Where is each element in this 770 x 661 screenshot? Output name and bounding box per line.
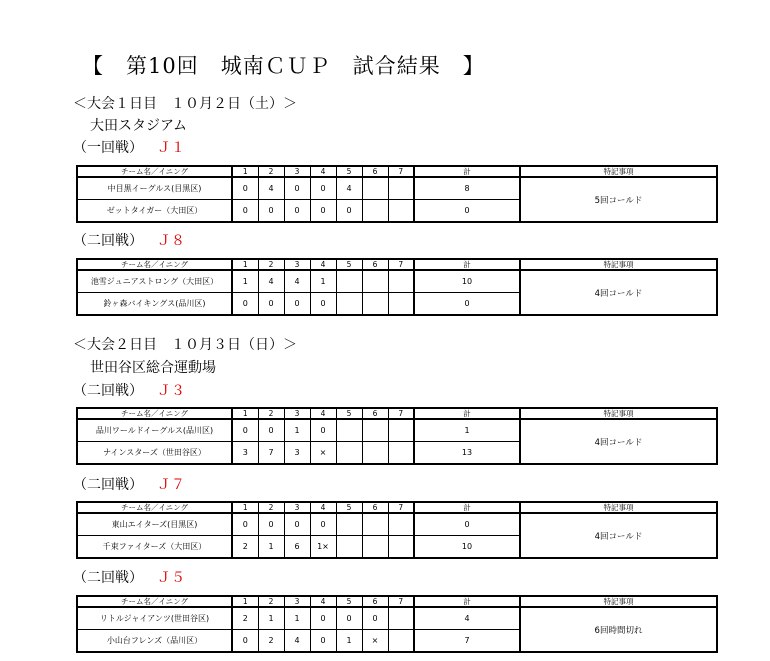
day-1-venue: 大田スタジアム <box>90 118 188 134</box>
inning-score: 4 <box>336 177 362 200</box>
table-row <box>77 513 717 536</box>
header-inning: 1 <box>232 596 258 607</box>
inning-score: 6 <box>284 536 310 559</box>
inning-score <box>336 270 362 293</box>
inning-score: 4 <box>258 177 284 200</box>
inning-score: 2 <box>232 607 258 630</box>
inning-score <box>362 200 388 223</box>
inning-score: 0 <box>284 293 310 316</box>
header-note: 特記事項 <box>520 408 717 419</box>
inning-score: 0 <box>310 293 336 316</box>
inning-score <box>388 630 414 653</box>
day-1-title: ＜大会１日目 １０月２日（土）＞ <box>73 96 297 112</box>
inning-score: 0 <box>232 177 258 200</box>
header-team: チーム名／イニング <box>77 502 232 513</box>
inning-score: 0 <box>232 419 258 442</box>
header-total: 計 <box>414 408 520 419</box>
inning-score <box>336 513 362 536</box>
round-name: （一回戦） <box>73 140 143 156</box>
inning-score: 4 <box>284 630 310 653</box>
inning-score <box>336 442 362 465</box>
score-table <box>76 407 718 465</box>
header-note: 特記事項 <box>520 502 717 513</box>
header-inning: 2 <box>258 408 284 419</box>
team-name: ゼットタイガー（大田区） <box>77 200 232 223</box>
team-name: 千束ファイターズ（大田区） <box>77 536 232 559</box>
header-inning: 4 <box>310 166 336 177</box>
inning-score: 7 <box>258 442 284 465</box>
header-inning: 1 <box>232 502 258 513</box>
header-inning: 3 <box>284 259 310 270</box>
round-label <box>73 380 185 400</box>
inning-score: 3 <box>284 442 310 465</box>
game-note: 4回コールド <box>520 419 717 464</box>
table-row <box>77 607 717 630</box>
inning-score <box>362 536 388 559</box>
header-inning: 6 <box>362 408 388 419</box>
game-note: 4回コールド <box>520 270 717 315</box>
inning-score: 0 <box>362 607 388 630</box>
game-code: Ｊ８ <box>157 233 185 249</box>
header-inning: 6 <box>362 166 388 177</box>
inning-score: 0 <box>232 293 258 316</box>
inning-score <box>388 536 414 559</box>
header-inning: 2 <box>258 502 284 513</box>
header-inning: 3 <box>284 596 310 607</box>
game-note: 5回コールド <box>520 177 717 222</box>
header-total: 計 <box>414 259 520 270</box>
day-2-venue: 世田谷区総合運動場 <box>90 360 216 376</box>
team-name: ナインスターズ（世田谷区） <box>77 442 232 465</box>
header-inning: 3 <box>284 166 310 177</box>
inning-score: 0 <box>336 200 362 223</box>
header-inning: 5 <box>336 408 362 419</box>
inning-score: × <box>310 442 336 465</box>
inning-score: 0 <box>310 607 336 630</box>
inning-score: 2 <box>232 536 258 559</box>
table-row <box>77 270 717 293</box>
total-score: 13 <box>414 442 520 465</box>
inning-score <box>336 536 362 559</box>
inning-score: 1 <box>310 270 336 293</box>
team-name: リトルジャイアンツ(世田谷区) <box>77 607 232 630</box>
header-inning: 3 <box>284 502 310 513</box>
total-score: 0 <box>414 513 520 536</box>
inning-score: × <box>362 630 388 653</box>
inning-score <box>388 607 414 630</box>
header-team: チーム名／イニング <box>77 259 232 270</box>
total-score: 10 <box>414 536 520 559</box>
inning-score: 0 <box>258 200 284 223</box>
inning-score: 0 <box>258 293 284 316</box>
inning-score: 0 <box>310 419 336 442</box>
inning-score: 2 <box>258 630 284 653</box>
round-name: （二回戦） <box>73 477 143 493</box>
header-inning: 2 <box>258 596 284 607</box>
inning-score <box>362 442 388 465</box>
header-inning: 3 <box>284 408 310 419</box>
header-inning: 6 <box>362 502 388 513</box>
header-total: 計 <box>414 596 520 607</box>
total-score: 1 <box>414 419 520 442</box>
header-inning: 1 <box>232 408 258 419</box>
inning-score: 1 <box>284 607 310 630</box>
header-inning: 2 <box>258 166 284 177</box>
round-name: （二回戦） <box>73 233 143 249</box>
inning-score: 0 <box>310 200 336 223</box>
inning-score: 1 <box>284 419 310 442</box>
header-inning: 7 <box>388 596 414 607</box>
inning-score: 1× <box>310 536 336 559</box>
inning-score: 0 <box>284 200 310 223</box>
inning-score <box>388 200 414 223</box>
total-score: 10 <box>414 270 520 293</box>
header-total: 計 <box>414 166 520 177</box>
game-code: Ｊ３ <box>157 383 185 399</box>
total-score: 0 <box>414 200 520 223</box>
team-name: 中目黒イーグルス(目黒区) <box>77 177 232 200</box>
inning-score: 3 <box>232 442 258 465</box>
header-note: 特記事項 <box>520 166 717 177</box>
inning-score <box>362 513 388 536</box>
header-team: チーム名／イニング <box>77 166 232 177</box>
inning-score <box>336 293 362 316</box>
total-score: 4 <box>414 607 520 630</box>
inning-score: 0 <box>284 513 310 536</box>
round-label <box>73 567 185 587</box>
inning-score <box>362 293 388 316</box>
inning-score: 0 <box>284 177 310 200</box>
header-inning: 4 <box>310 596 336 607</box>
inning-score <box>388 270 414 293</box>
score-table <box>76 501 718 559</box>
team-name: 鈴ヶ森バイキングス(品川区) <box>77 293 232 316</box>
day-2-title: ＜大会２日目 １０月３日（日）＞ <box>73 337 297 353</box>
inning-score: 0 <box>336 607 362 630</box>
inning-score: 1 <box>232 270 258 293</box>
table-row <box>77 419 717 442</box>
game-note: 4回コールド <box>520 513 717 558</box>
inning-score: 4 <box>258 270 284 293</box>
game-code: Ｊ７ <box>157 477 185 493</box>
header-inning: 5 <box>336 166 362 177</box>
inning-score: 1 <box>258 607 284 630</box>
header-inning: 4 <box>310 259 336 270</box>
inning-score: 0 <box>310 513 336 536</box>
team-name: 池雪ジュニアストロング（大田区） <box>77 270 232 293</box>
header-total: 計 <box>414 502 520 513</box>
total-score: 0 <box>414 293 520 316</box>
team-name: 東山エイターズ(目黒区) <box>77 513 232 536</box>
header-inning: 2 <box>258 259 284 270</box>
round-name: （二回戦） <box>73 570 143 586</box>
header-note: 特記事項 <box>520 259 717 270</box>
inning-score <box>362 177 388 200</box>
total-score: 8 <box>414 177 520 200</box>
team-name: 品川ワールドイーグルス(品川区) <box>77 419 232 442</box>
header-note: 特記事項 <box>520 596 717 607</box>
game-code: Ｊ１ <box>157 140 185 156</box>
header-inning: 7 <box>388 259 414 270</box>
header-inning: 1 <box>232 259 258 270</box>
inning-score: 0 <box>232 200 258 223</box>
inning-score: 4 <box>284 270 310 293</box>
score-table <box>76 595 718 653</box>
inning-score <box>388 513 414 536</box>
header-inning: 6 <box>362 259 388 270</box>
inning-score <box>388 442 414 465</box>
header-inning: 4 <box>310 408 336 419</box>
page-title: 【 第10回 城南ＣＵＰ 試合結果 】 <box>82 54 485 78</box>
inning-score <box>362 270 388 293</box>
header-inning: 5 <box>336 596 362 607</box>
header-inning: 7 <box>388 408 414 419</box>
game-code: Ｊ５ <box>157 570 185 586</box>
header-inning: 7 <box>388 166 414 177</box>
inning-score <box>388 419 414 442</box>
score-table <box>76 165 718 223</box>
round-name: （二回戦） <box>73 383 143 399</box>
inning-score: 0 <box>310 630 336 653</box>
header-inning: 1 <box>232 166 258 177</box>
round-label <box>73 230 185 250</box>
header-inning: 4 <box>310 502 336 513</box>
inning-score: 0 <box>310 177 336 200</box>
inning-score <box>362 419 388 442</box>
inning-score: 1 <box>336 630 362 653</box>
header-inning: 6 <box>362 596 388 607</box>
game-note: 6回時間切れ <box>520 607 717 652</box>
header-inning: 5 <box>336 259 362 270</box>
round-label <box>73 137 185 157</box>
inning-score: 0 <box>232 630 258 653</box>
table-row <box>77 177 717 200</box>
inning-score <box>336 419 362 442</box>
inning-score: 1 <box>258 536 284 559</box>
team-name: 小山台フレンズ（品川区） <box>77 630 232 653</box>
round-label <box>73 474 185 494</box>
inning-score: 0 <box>258 419 284 442</box>
header-inning: 7 <box>388 502 414 513</box>
inning-score: 0 <box>258 513 284 536</box>
inning-score <box>388 177 414 200</box>
total-score: 7 <box>414 630 520 653</box>
inning-score <box>388 293 414 316</box>
header-team: チーム名／イニング <box>77 596 232 607</box>
score-table <box>76 258 718 316</box>
header-inning: 5 <box>336 502 362 513</box>
header-team: チーム名／イニング <box>77 408 232 419</box>
inning-score: 0 <box>232 513 258 536</box>
